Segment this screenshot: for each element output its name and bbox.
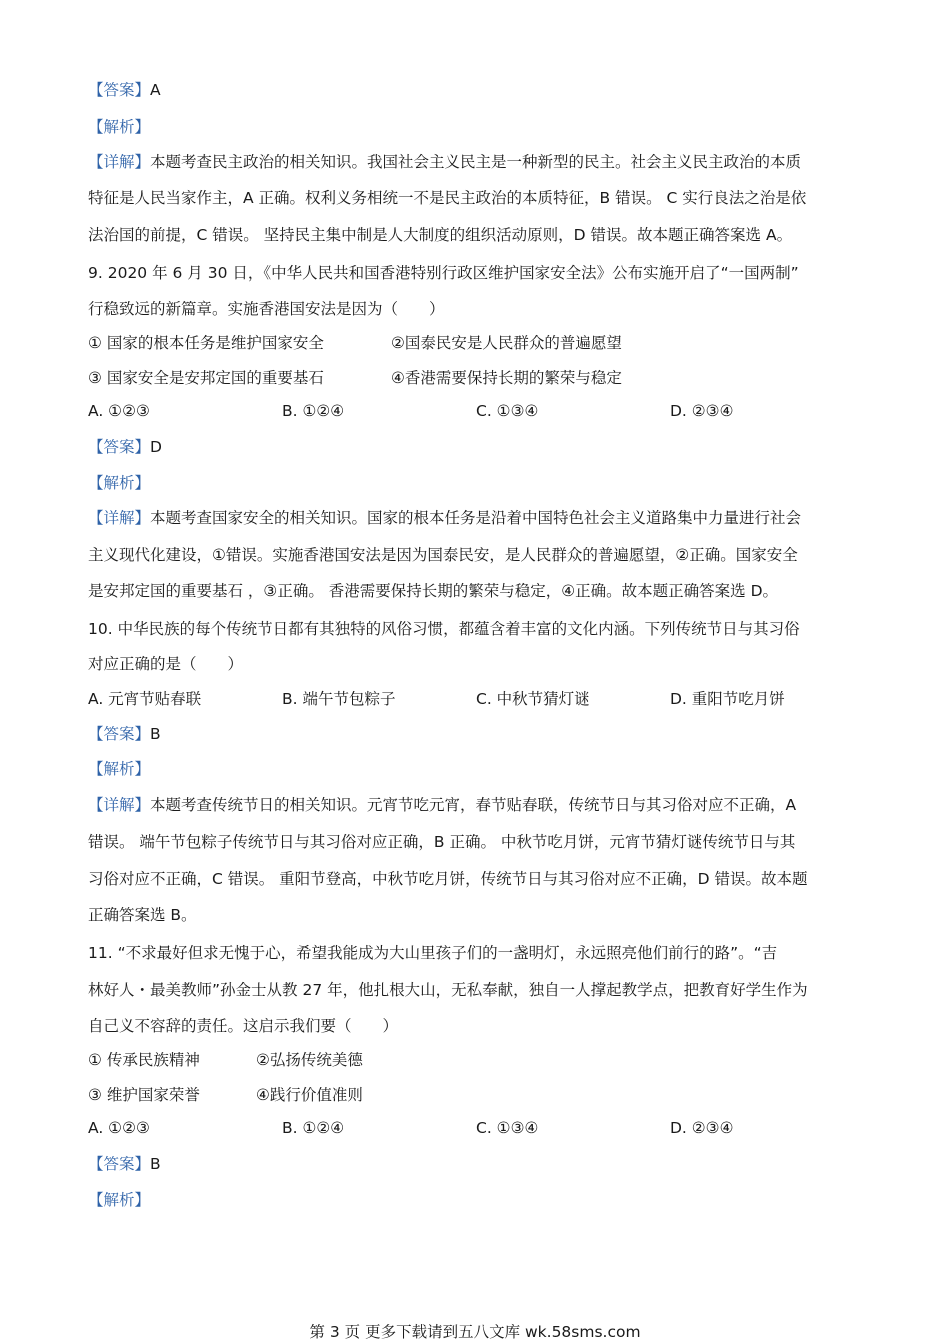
analysis-label-q10 [88,758,868,780]
detail-line: 正确答案选 B。 [88,906,197,924]
question-stem: 10. 中华民族的每个传统节日都有其独特的风俗习惯，都蕴含着丰富的文化内涵。下列传统节日与其习俗 [88,620,800,638]
page-footer: 第 3 页 更多下载请到五八文库 wk.58sms.com [309,1323,641,1341]
statement-row [88,332,868,354]
answer-value: D [150,438,162,456]
answer-value: B [150,725,161,743]
statement: ④践行价值准则 [256,1086,363,1104]
answer-value: A [150,81,161,99]
analysis-label-q9 [88,472,868,494]
analysis-label-q8 [88,116,868,138]
detail-text: 本题考查民主政治的相关知识。我国社会主义民主是一种新型的民主。社会主义民主政治的本质 [150,153,802,171]
detail-line: 是安邦定国的重要基石 ，③正确。 香港需要保持长期的繁荣与稳定，④正确。故本题正确答案选 D。 [88,582,779,600]
analysis-label: 【解析】 [88,1191,151,1209]
options-row [88,1117,868,1139]
answer-label: 【答案】 [88,1155,151,1173]
analysis-label: 【解析】 [88,760,151,778]
answer-line-q11 [88,1153,868,1175]
answer-label: 【答案】 [88,81,151,99]
question-stem: 对应正确的是（ ） [88,655,244,673]
statement: ③ 维护国家荣誉 [88,1086,200,1104]
statement: ②国泰民安是人民群众的普遍愿望 [391,334,622,352]
option-c: C. 中秋节猜灯谜 [476,690,590,708]
analysis-label: 【解析】 [88,118,151,136]
question-stem: 9. 2020 年 6 月 30 日，《中华人民共和国香港特别行政区维护国家安全法》公布实施开启了“一国两制” [88,264,799,282]
statement: ① 传承民族精神 [88,1051,200,1069]
statement: ④香港需要保持长期的繁荣与稳定 [391,369,622,387]
option-d: D. ②③④ [670,402,734,420]
option-c: C. ①③④ [476,402,539,420]
statement-row [88,1084,868,1106]
answer-line-q10 [88,723,868,745]
answer-line-q9 [88,436,868,458]
option-a: A. ①②③ [88,402,150,420]
detail-line [88,794,868,816]
statement: ③ 国家安全是安邦定国的重要基石 [88,369,324,387]
detail-line [88,151,868,173]
options-row [88,400,868,422]
detail-line: 特征是人民当家作主，A 正确。权利义务相统一不是民主政治的本质特征，B 错误。 C 实行良法之治是依 [88,189,807,207]
statement: ②弘扬传统美德 [256,1051,363,1069]
question-stem: 行稳致远的新篇章。实施香港国安法是因为（ ） [88,300,445,318]
detail-label: 【详解】 [88,153,151,171]
option-c: C. ①③④ [476,1119,539,1137]
option-a: A. ①②③ [88,1119,150,1137]
statement-row [88,367,868,389]
detail-line: 习俗对应不正确，C 错误。 重阳节登高，中秋节吃月饼，传统节日与其习俗对应不正确，D 错误。故本题 [88,870,808,888]
analysis-label: 【解析】 [88,474,151,492]
options-row [88,688,868,710]
option-b: B. ①②④ [282,1119,345,1137]
question-stem: 自己义不容辞的责任。这启示我们要（ ） [88,1017,399,1035]
statement-row [88,1049,868,1071]
detail-text: 本题考查传统节日的相关知识。元宵节吃元宵，春节贴春联，传统节日与其习俗对应不正确，A [150,796,797,814]
option-d: D. 重阳节吃月饼 [670,690,785,708]
option-b: B. ①②④ [282,402,345,420]
detail-label: 【详解】 [88,509,151,527]
answer-label: 【答案】 [88,438,151,456]
option-a: A. 元宵节贴春联 [88,690,202,708]
detail-text: 本题考查国家安全的相关知识。国家的根本任务是沿着中国特色社会主义道路集中力量进行社会 [150,509,802,527]
detail-line [88,507,868,529]
analysis-label-q11 [88,1189,868,1211]
detail-line: 主义现代化建设，①错误。实施香港国安法是因为国泰民安，是人民群众的普遍愿望，②正确。国家安全 [88,546,798,564]
question-stem: 林好人・最美教师”孙金士从教 27 年，他扎根大山，无私奉献，独自一人撑起教学点，把教育好学生作为 [88,981,808,999]
answer-value: B [150,1155,161,1173]
option-d: D. ②③④ [670,1119,734,1137]
answer-label: 【答案】 [88,725,151,743]
detail-line: 错误。 端午节包粽子传统节日与其习俗对应正确，B 正确。 中秋节吃月饼，元宵节猜灯谜传统节日与其 [88,833,796,851]
detail-line: 法治国的前提，C 错误。 坚持民主集中制是人大制度的组织活动原则，D 错误。故本题正确答案选 A。 [88,226,793,244]
answer-line-q8 [88,79,868,101]
statement: ① 国家的根本任务是维护国家安全 [88,334,324,352]
question-stem: 11. “不求最好但求无愧于心，希望我能成为大山里孩子们的一盏明灯，永远照亮他们前行的路”。“吉 [88,944,778,962]
option-b: B. 端午节包粽子 [282,690,396,708]
detail-label: 【详解】 [88,796,151,814]
